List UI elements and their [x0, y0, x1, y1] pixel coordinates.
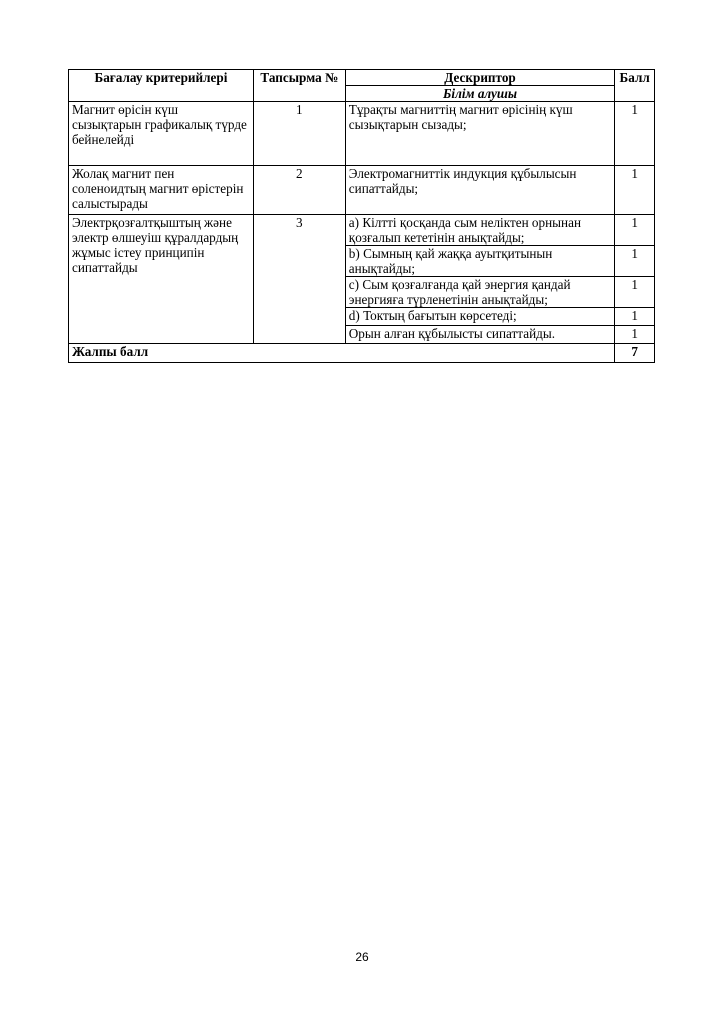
- descriptor-cell: Тұрақты магниттің магнит өрісінің күш сызықтарын сызады;: [345, 102, 614, 166]
- descriptor-cell: a) Кілтті қосқанда сым неліктен орнынан қозғалып кететінін анықтайды;: [345, 215, 614, 246]
- total-score: 7: [615, 344, 655, 363]
- table-header-row: [69, 70, 655, 86]
- task-number-cell: 3: [253, 215, 345, 344]
- score-cell: 1: [615, 246, 655, 277]
- header-score: Балл: [615, 70, 655, 102]
- score-cell: 1: [615, 102, 655, 166]
- score-cell: 1: [615, 215, 655, 246]
- total-label: Жалпы балл: [69, 344, 615, 363]
- task-number-cell: 2: [253, 166, 345, 215]
- descriptor-cell: d) Токтың бағытын көрсетеді;: [345, 308, 614, 326]
- header-learner: Білім алушы: [345, 86, 614, 102]
- criterion-cell: Магнит өрісін күш сызықтарын графикалық түрде бейнелейді: [69, 102, 254, 166]
- descriptor-cell: b) Сымның қай жаққа ауытқитынын анықтайды;: [345, 246, 614, 277]
- descriptor-cell: c) Сым қозғалғанда қай энергия қандай энергияға түрленетінін анықтайды;: [345, 277, 614, 308]
- criterion-cell: Жолақ магнит пен соленоидтың магнит өрістерін салыстырады: [69, 166, 254, 215]
- header-criteria: Бағалау критерийлері: [69, 70, 254, 102]
- table-row: [69, 166, 655, 215]
- table-row: [69, 102, 655, 166]
- criterion-cell: Электрқозғалтқыштың және электр өлшеуіш құралдардың жұмыс істеу принципін сипаттайды: [69, 215, 254, 344]
- score-cell: 1: [615, 326, 655, 344]
- score-cell: 1: [615, 166, 655, 215]
- page-number: 26: [355, 950, 369, 964]
- descriptor-cell: Электромагниттік индукция құбылысын сипаттайды;: [345, 166, 614, 215]
- score-cell: 1: [615, 308, 655, 326]
- table-row: [69, 215, 655, 246]
- descriptor-cell: Орын алған құбылысты сипаттайды.: [345, 326, 614, 344]
- header-descriptor: Дескриптор: [345, 70, 614, 86]
- total-row: [69, 344, 655, 363]
- header-task: Тапсырма №: [253, 70, 345, 102]
- score-cell: 1: [615, 277, 655, 308]
- task-number-cell: 1: [253, 102, 345, 166]
- assessment-rubric-table: [68, 69, 655, 363]
